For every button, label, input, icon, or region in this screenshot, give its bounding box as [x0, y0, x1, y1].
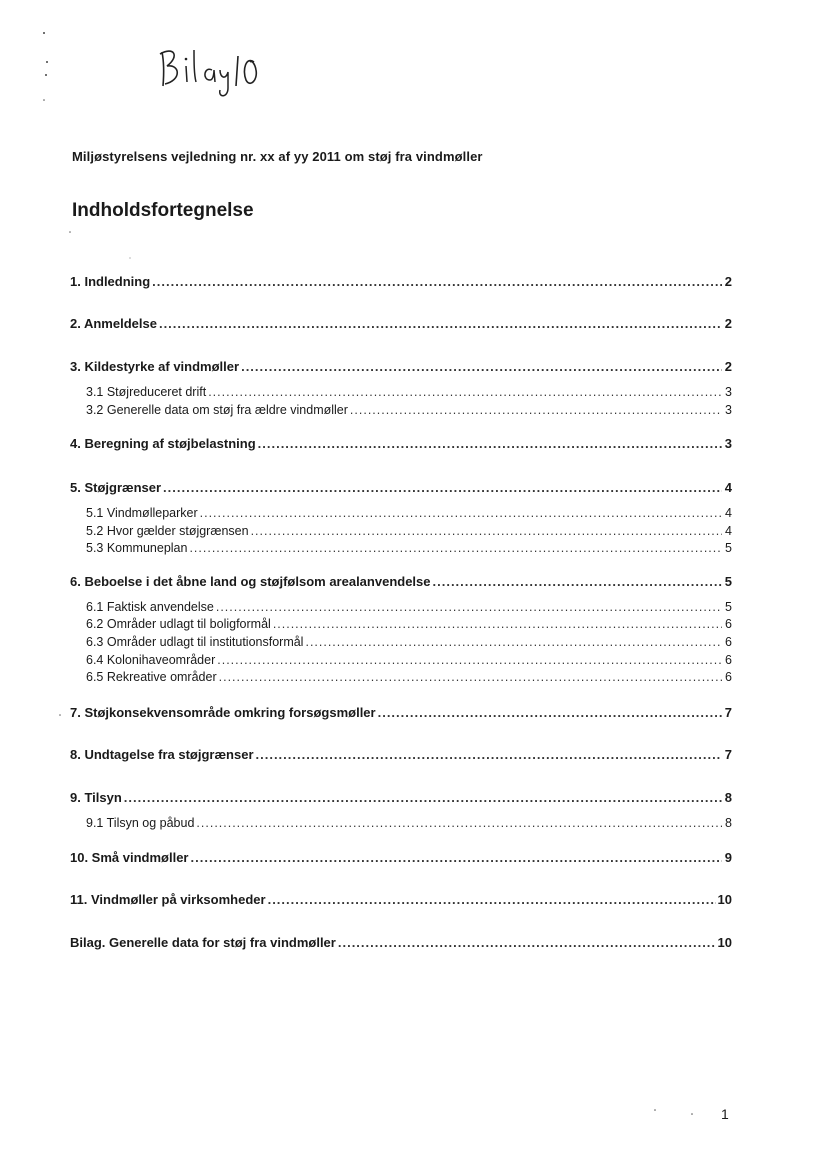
toc-entry-page: 6: [725, 653, 732, 667]
toc-dot-leader: [378, 705, 722, 720]
toc-entry: [70, 816, 732, 830]
toc-entry-page: 3: [725, 403, 732, 417]
toc-dot-leader: [163, 480, 722, 495]
toc-entry: [70, 635, 732, 649]
toc-entry: [70, 617, 732, 631]
toc-entry-page: 2: [724, 359, 732, 374]
toc-dot-leader: [273, 617, 722, 631]
document-header: Miljøstyrelsens vejledning nr. xx af yy 2011 om støj fra vindmøller: [72, 149, 483, 164]
toc-entry: [70, 541, 732, 555]
toc-entry: [70, 480, 732, 495]
toc-entry: [70, 359, 732, 374]
toc-entry-label: 1. Indledning: [70, 274, 151, 289]
toc-entry-label: 2. Anmeldelse: [70, 316, 157, 331]
toc-entry-label: 6.1 Faktisk anvendelse: [86, 600, 214, 614]
toc-entry-label: 6.3 Områder udlagt til institutionsformål: [86, 635, 304, 649]
toc-dot-leader: [219, 670, 722, 684]
toc-entry-page: 10: [717, 892, 732, 907]
toc-entry: [70, 403, 732, 417]
toc-dot-leader: [305, 635, 722, 649]
toc-entry-page: 7: [724, 747, 732, 762]
toc-dot-leader: [191, 850, 723, 865]
toc-entry: [70, 705, 732, 720]
toc-dot-leader: [159, 316, 722, 331]
toc-entry-page: 8: [725, 816, 732, 830]
toc-entry-page: 2: [724, 316, 732, 331]
toc-dot-leader: [241, 359, 722, 374]
toc-entry-label: 6.4 Kolonihaveområder: [86, 653, 216, 667]
toc-dot-leader: [216, 600, 722, 614]
toc-entry-label: 11. Vindmøller på virksomheder: [70, 892, 266, 907]
toc-entry-page: 8: [724, 790, 732, 805]
toc-entry: [70, 524, 732, 538]
toc-dot-leader: [189, 541, 722, 555]
toc-entry-page: 10: [717, 935, 732, 950]
toc-dot-leader: [256, 747, 723, 762]
page-number: 1: [721, 1106, 729, 1122]
toc-dot-leader: [251, 524, 722, 538]
toc-dot-leader: [350, 403, 722, 417]
toc-entry-label: 4. Beregning af støjbelastning: [70, 436, 256, 451]
toc-entry-page: 6: [725, 635, 732, 649]
toc-entry: [70, 747, 732, 762]
toc-dot-leader: [200, 506, 722, 520]
handwritten-note: [150, 40, 260, 100]
toc-entry: [70, 670, 732, 684]
toc-entry-label: 6.2 Områder udlagt til boligformål: [86, 617, 271, 631]
toc-entry-page: 9: [724, 850, 732, 865]
toc-entry: [70, 850, 732, 865]
toc-entry-label: 9. Tilsyn: [70, 790, 122, 805]
toc-entry-label: 3.2 Generelle data om støj fra ældre vindmøller: [86, 403, 348, 417]
toc-entry-label: 5.1 Vindmølleparker: [86, 506, 198, 520]
toc-entry-label: 6.5 Rekreative områder: [86, 670, 217, 684]
toc-entry-label: 8. Undtagelse fra støjgrænser: [70, 747, 254, 762]
toc-dot-leader: [258, 436, 722, 451]
toc-dot-leader: [152, 274, 722, 289]
page-title: Indholdsfortegnelse: [72, 200, 254, 221]
toc-entry-page: 6: [725, 617, 732, 631]
toc-entry-label: 5.2 Hvor gælder støjgrænsen: [86, 524, 249, 538]
toc-entry-label: 5. Støjgrænser: [70, 480, 162, 495]
toc-entry: [70, 790, 732, 805]
toc-entry: [70, 574, 732, 589]
toc-entry-label: 9.1 Tilsyn og påbud: [86, 816, 195, 830]
toc-entry: [70, 653, 732, 667]
toc-entry-page: 6: [725, 670, 732, 684]
toc-entry-label: 10. Små vindmøller: [70, 850, 189, 865]
toc-entry-page: 3: [725, 385, 732, 399]
toc-entry-page: 7: [724, 705, 732, 720]
toc-dot-leader: [124, 790, 722, 805]
toc-entry-label: 5.3 Kommuneplan: [86, 541, 188, 555]
toc-dot-leader: [338, 935, 716, 950]
toc-entry: [70, 385, 732, 399]
toc-entry: [70, 506, 732, 520]
toc-dot-leader: [208, 385, 722, 399]
toc-entry-page: 4: [725, 524, 732, 538]
toc-entry-page: 3: [724, 436, 732, 451]
toc-entry-label: 7. Støjkonsekvensområde omkring forsøgsmøller: [70, 705, 376, 720]
toc-entry-page: 4: [725, 506, 732, 520]
toc-entry-label: 3. Kildestyrke af vindmøller: [70, 359, 240, 374]
toc-entry-label: 6. Beboelse i det åbne land og støjfølsom arealanvendelse: [70, 574, 431, 589]
toc-entry: [70, 436, 732, 451]
toc-entry: [70, 935, 732, 950]
toc-entry: [70, 600, 732, 614]
toc-entry: [70, 316, 732, 331]
toc-dot-leader: [268, 892, 716, 907]
toc-entry-page: 2: [724, 274, 732, 289]
toc-entry-label: Bilag. Generelle data for støj fra vindmøller: [70, 935, 336, 950]
toc-entry-page: 5: [725, 541, 732, 555]
toc-entry-page: 5: [724, 574, 732, 589]
toc-dot-leader: [196, 816, 722, 830]
toc-dot-leader: [217, 653, 722, 667]
toc-entry-page: 5: [725, 600, 732, 614]
toc-entry: [70, 892, 732, 907]
toc-dot-leader: [433, 574, 723, 589]
toc-entry: [70, 274, 732, 289]
toc-entry-page: 4: [724, 480, 732, 495]
toc-entry-label: 3.1 Støjreduceret drift: [86, 385, 207, 399]
